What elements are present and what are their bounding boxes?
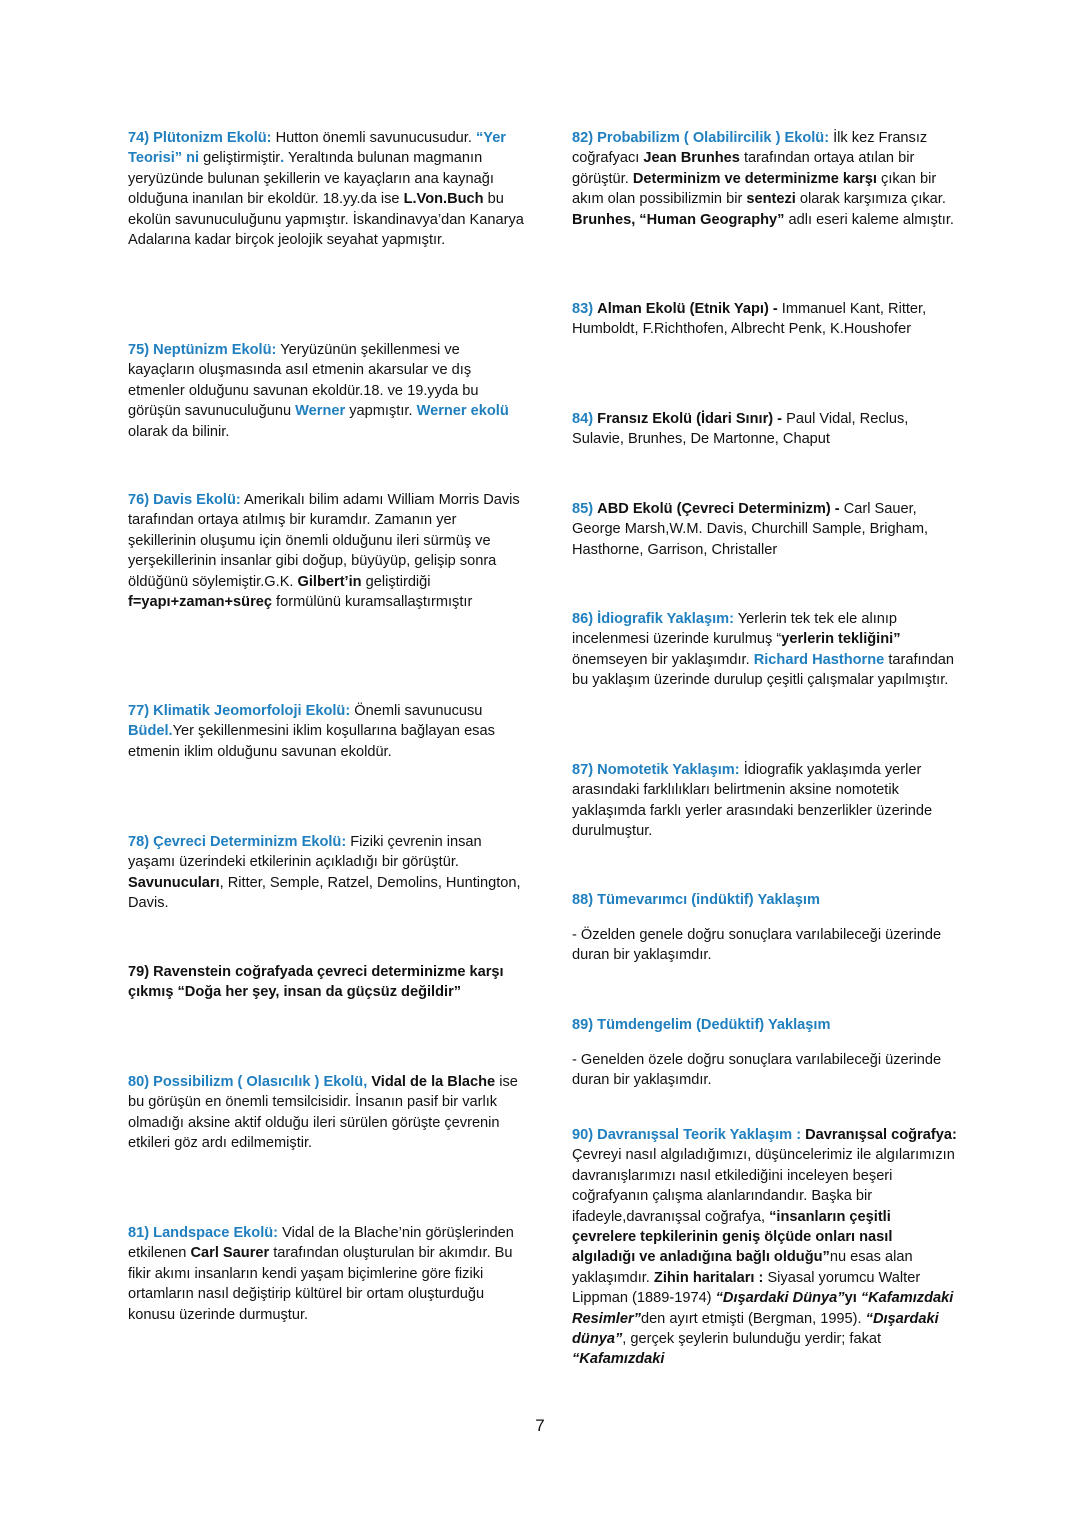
entry-82: 82) Probabilizm ( Olabilircilik ) Ekolü: İlk kez Fransız coğrafyacı Jean Brunhes tarafından ortaya atılan bir görüştür. Determinizm ve determinizme karşı çıkan bir akım olan possibilizmin bir sentezi olarak karşımıza çıkar. Brunhes, “Human Geography” adlı eseri kaleme almıştır. [572, 130, 954, 228]
entry-title: Possibilizm ( Olasıcılık ) Ekolü, [153, 1074, 368, 1090]
entry-title: Tümevarımcı (indüktif) Yaklaşım [597, 892, 820, 908]
entry-number: 81) [128, 1225, 150, 1241]
entry-title: ABD Ekolü (Çevreci Determinizm) - [597, 501, 840, 517]
entry-88-heading [572, 890, 972, 910]
entry-title: Klimatik Jeomorfoloji Ekolü: [153, 703, 351, 719]
entry-number: 90) [572, 1127, 594, 1143]
entry-title: Nomotetik Yaklaşım: [597, 762, 740, 778]
entry-title: Çevreci Determinizm Ekolü: [153, 834, 347, 850]
entry-89-body: - Genelden özele doğru sonuçlara varılabileceği üzerinde duran bir yaklaşımdır. [572, 1052, 942, 1089]
entry-75: 75) Neptünizm Ekolü: Yeryüzünün şekillenmesi ve kayaçların oluşmasında asıl etmenin akarsular ve dış etmenler olduğunu savunan ekoldür.18. ve 19.yyda bu görüşün savunuculuğunu Werner yapmıştır. Werner ekolü olarak da bilinir. [128, 342, 509, 440]
entry-title: Alman Ekolü (Etnik Yapı) - [597, 301, 778, 317]
entry-84: 84) Fransız Ekolü (İdari Sınır) - Paul Vidal, Reclus, Sulavie, Brunhes, De Martonne, Chaput [572, 411, 909, 448]
entry-number: 86) [572, 611, 594, 627]
entry-number: 87) [572, 762, 594, 778]
entry-number: 74) [128, 130, 150, 146]
entry-87: 87) Nomotetik Yaklaşım: İdiografik yaklaşımda yerler arasındaki farklılıkları belirtmenin aksine nomotetik yaklaşımda farklı yerler arasındaki benzerlikler üzerinde durulmuştur. [572, 762, 933, 840]
entry-79: 79) Ravenstein coğrafyada çevreci determinizme karşı çıkmış “Doğa her şey, insan da güçsüz değildir” [128, 964, 504, 1001]
entry-title: Probabilizm ( Olabilircilik ) Ekolü: [597, 130, 830, 146]
entry-number: 78) [128, 834, 150, 850]
entry-74: 74) Plütonizm Ekolü: Hutton önemli savunucusudur. “Yer Teorisi” ni geliştirmiştir. Yeraltında bulunan magmanın yeryüzünde bulunan şekillerin ve kayaçların ana kaynağı olduğuna inanılan bir ekoldür. 18.yy.da ise L.Von.Buch bu ekolün savunuculuğunu yapmıştır. İskandinavya’dan Kanarya Adalarına kadar birçok jeolojik seyahat yapmıştır. [128, 130, 524, 249]
entry-89-heading [572, 1015, 972, 1035]
entry-85: 85) ABD Ekolü (Çevreci Determinizm) - Carl Sauer, George Marsh,W.M. Davis, Churchill Sample, Brigham, Hasthorne, Garrison, Christaller [572, 501, 929, 558]
entry-number: 88) [572, 892, 594, 908]
entry-title: Landspace Ekolü: [153, 1225, 279, 1241]
entry-86: 86) İdiografik Yaklaşım: Yerlerin tek tek ele alınıp incelenmesi üzerinde kurulmuş “yerlerin tekliğini” önemseyen bir yaklaşımdır. Richard Hasthorne tarafından bu yaklaşım üzerinde durulup çeşitli çalışmalar yapılmıştır. [572, 611, 955, 689]
entry-title: Neptünizm Ekolü: [153, 342, 277, 358]
entry-number: 89) [572, 1017, 594, 1033]
entry-number: 77) [128, 703, 150, 719]
entry-number: 84) [572, 411, 594, 427]
entry-title: Plütonizm Ekolü: [153, 130, 272, 146]
entry-number: 83) [572, 301, 594, 317]
entry-title: Davranışsal Teorik Yaklaşım : [597, 1127, 802, 1143]
entry-title: İdiografik Yaklaşım: [597, 611, 734, 627]
entry-title: Fransız Ekolü (İdari Sınır) - [597, 411, 783, 427]
entry-88-body: - Özelden genele doğru sonuçlara varılabileceği üzerinde duran bir yaklaşımdır. [572, 927, 942, 964]
entry-number: 76) [128, 492, 150, 508]
entry-number: 82) [572, 130, 594, 146]
entry-77: 77) Klimatik Jeomorfoloji Ekolü: Önemli savunucusu Büdel.Yer şekillenmesini iklim koşullarına bağlayan esas etmenin iklim olduğunu savunan ekoldür. [128, 703, 495, 760]
entry-number: 75) [128, 342, 150, 358]
entry-83: 83) Alman Ekolü (Etnik Yapı) - Immanuel Kant, Ritter, Humboldt, F.Richthofen, Albrecht Penk, K.Houshofer [572, 301, 927, 338]
entry-81: 81) Landspace Ekolü: Vidal de la Blache’nin görüşlerinden etkilenen Carl Saurer tarafından oluşturulan bir akımdır. Bu fikir akımı insanların kendi yaşam biçimlerine göre fiziki ortamların nasıl değiştirip kültürel bir ortam oluşturduğu konusu üzerinde durmuştur. [128, 1225, 514, 1323]
entry-title: Davis Ekolü: [153, 492, 241, 508]
entry-number: 80) [128, 1074, 150, 1090]
entry-number: 85) [572, 501, 594, 517]
entry-80: 80) Possibilizm ( Olasıcılık ) Ekolü, Vidal de la Blache ise bu görüşün en önemli temsilcisidir. İnsanın pasif bir varlık olmadığı aksine aktif olduğu ileri sürülen görüşte çevrenin etkileri göz ardı edilmemiştir. [128, 1074, 518, 1152]
page-number: 7 [535, 1416, 545, 1435]
entry-90: 90) Davranışsal Teorik Yaklaşım : Davranışsal coğrafya: Çevreyi nasıl algıladığımızı, düşüncelerimiz ile algılarımızın davranışlarımızı nasıl etkilediğini inceleyen beşeri coğrafyanın çalışma alanlarındandır. Başka bir ifadeyle,davranışsal coğrafya, “insanların çeşitli çevrelere tepkilerinin geniş ölçüde onları nasıl algıladığı ve anladığına bağlı olduğu”nu esas alan yaklaşımdır. Zihin haritaları : Siyasal yorumcu Walter Lippman (1889-1974) “Dışardaki Dünya”yı “Kafamızdaki Resimler”den ayırt etmişti (Bergman, 1995). “Dışardaki dünya”, gerçek şeylerin bulunduğu yerdir; fakat “Kafamızdaki [572, 1127, 957, 1368]
entry-title: Tümdengelim (Dedüktif) Yaklaşım [597, 1017, 831, 1033]
entry-76: 76) Davis Ekolü: Amerikalı bilim adamı William Morris Davis tarafından ortaya atılmış bir kuramdır. Zamanın yer şekillerinin oluşumu için önemli olduğunu ileri sürmüş ve yerşekillerinin insanlar gibi doğup, büyüyüp, gelişip sonra öldüğünü söylemiştir.G.K. Gilbert’in geliştirdiği f=yapı+zaman+süreç formülünü kuramsallaştırmıştır [128, 492, 520, 611]
entry-78: 78) Çevreci Determinizm Ekolü: Fiziki çevrenin insan yaşamı üzerindeki etkilerinin açıkladığı bir görüştür. Savunucuları, Ritter, Semple, Ratzel, Demolins, Huntington, Davis. [128, 834, 521, 912]
